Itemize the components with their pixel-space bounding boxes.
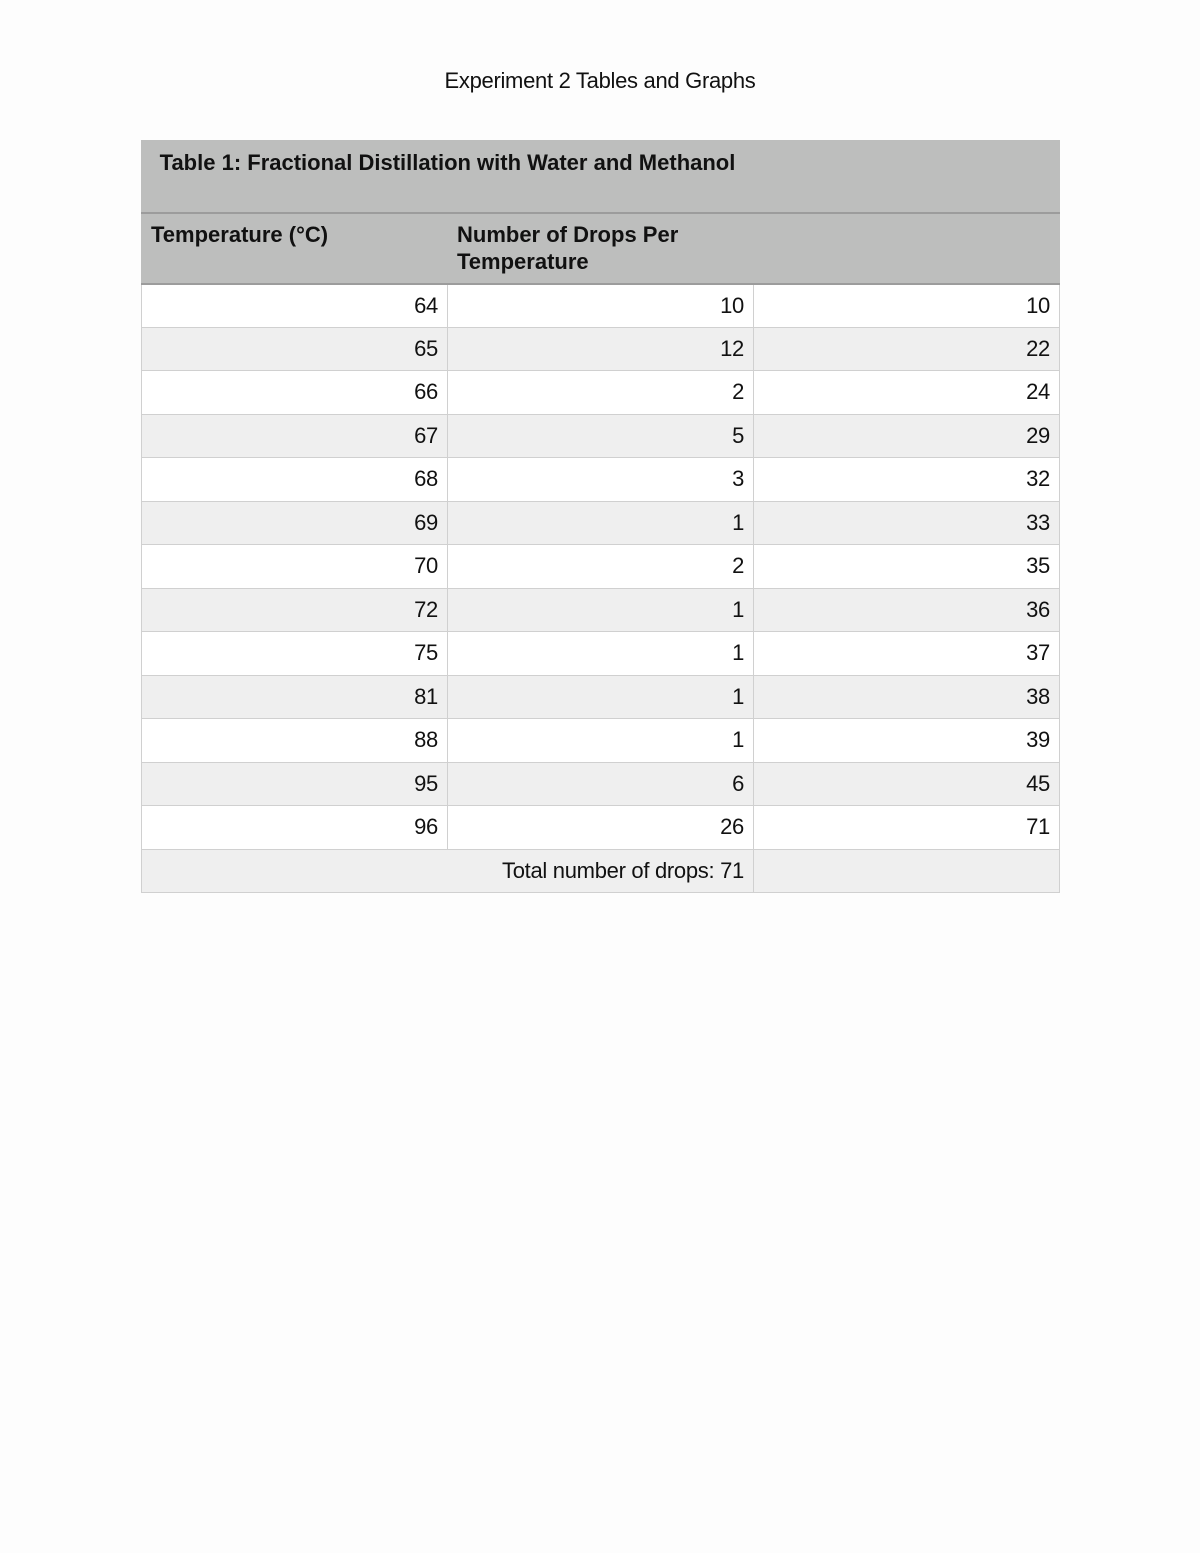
cumulative-drops-cell: 36 (754, 588, 1060, 632)
cumulative-drops-cell: 29 (754, 414, 1060, 458)
temperature-cell: 75 (142, 632, 448, 676)
cumulative-drops-cell: 10 (754, 284, 1060, 328)
temperature-cell: 96 (142, 806, 448, 850)
table-row (142, 327, 1060, 371)
page-title: Experiment 2 Tables and Graphs (444, 68, 756, 93)
table-row (142, 545, 1060, 589)
temperature-cell: 70 (142, 545, 448, 589)
header-drops-per-temperature: Number of Drops Per Temperature (448, 213, 754, 284)
temperature-cell: 66 (142, 371, 448, 415)
drops-cell: 2 (448, 371, 754, 415)
table-row (142, 588, 1060, 632)
temperature-cell: 65 (142, 327, 448, 371)
table-total-row (142, 849, 1060, 892)
drops-cell: 1 (448, 588, 754, 632)
table-row (142, 414, 1060, 458)
cumulative-drops-cell: 24 (754, 371, 1060, 415)
table-row (142, 371, 1060, 415)
temperature-cell: 72 (142, 588, 448, 632)
table-row (142, 675, 1060, 719)
temperature-cell: 88 (142, 719, 448, 763)
table-row (142, 806, 1060, 850)
drops-cell: 1 (448, 501, 754, 545)
cumulative-drops-cell: 32 (754, 458, 1060, 502)
table-caption: Table 1: Fractional Distillation with Water and Methanol (142, 141, 754, 213)
cumulative-drops-cell: 37 (754, 632, 1060, 676)
temperature-cell: 67 (142, 414, 448, 458)
temperature-cell: 68 (142, 458, 448, 502)
temperature-cell: 64 (142, 284, 448, 328)
cumulative-drops-cell: 38 (754, 675, 1060, 719)
cumulative-drops-cell: 33 (754, 501, 1060, 545)
table-row (142, 501, 1060, 545)
drops-cell: 3 (448, 458, 754, 502)
header-temperature: Temperature (°C) (142, 213, 448, 284)
table-row (142, 458, 1060, 502)
drops-cell: 12 (448, 327, 754, 371)
table-row (142, 762, 1060, 806)
temperature-cell: 95 (142, 762, 448, 806)
cumulative-drops-cell: 45 (754, 762, 1060, 806)
temperature-cell: 69 (142, 501, 448, 545)
drops-cell: 1 (448, 719, 754, 763)
drops-cell: 2 (448, 545, 754, 589)
drops-cell: 1 (448, 675, 754, 719)
table-caption-row (142, 141, 1060, 213)
table-row (142, 284, 1060, 328)
drops-cell: 6 (448, 762, 754, 806)
table-row (142, 719, 1060, 763)
table-header-row (142, 213, 1060, 284)
table-caption-empty-cell (754, 141, 1060, 213)
cumulative-drops-cell: 22 (754, 327, 1060, 371)
cumulative-drops-cell: 35 (754, 545, 1060, 589)
cumulative-drops-cell: 71 (754, 806, 1060, 850)
drops-cell: 1 (448, 632, 754, 676)
total-drops-label: Total number of drops: 71 (142, 849, 754, 892)
distillation-table (141, 140, 1060, 893)
header-cumulative (754, 213, 1060, 284)
drops-cell: 10 (448, 284, 754, 328)
drops-cell: 5 (448, 414, 754, 458)
table-row (142, 632, 1060, 676)
temperature-cell: 81 (142, 675, 448, 719)
total-empty-cell (754, 849, 1060, 892)
drops-cell: 26 (448, 806, 754, 850)
cumulative-drops-cell: 39 (754, 719, 1060, 763)
